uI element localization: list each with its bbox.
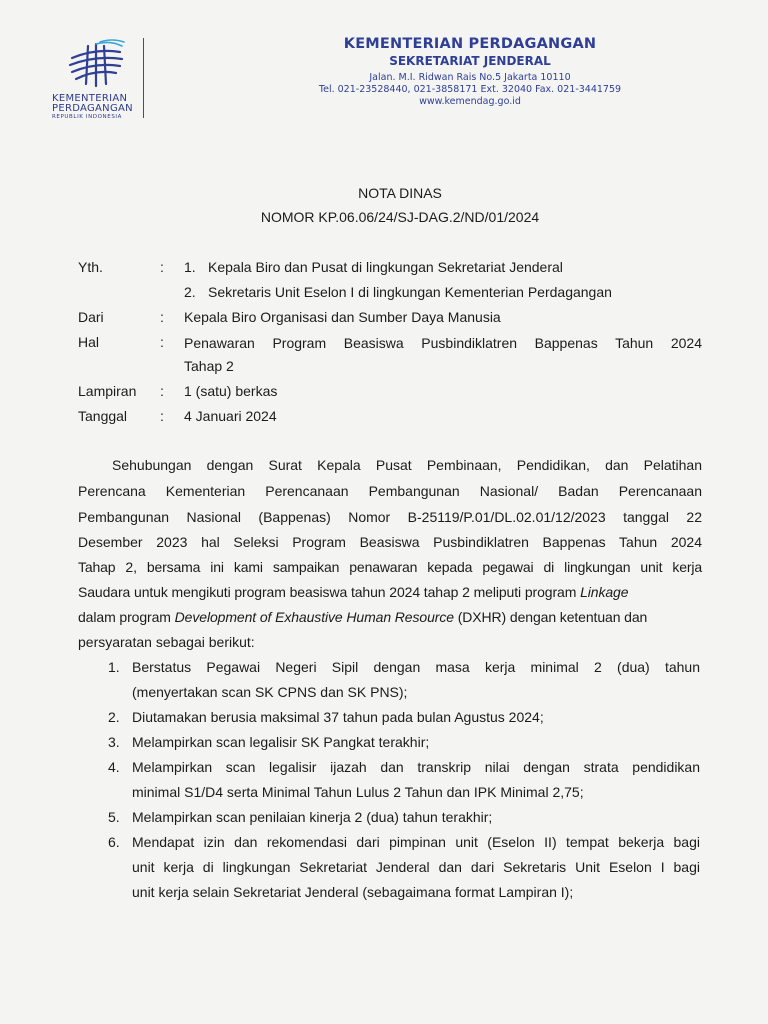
yth-item-number: 1. <box>184 259 196 275</box>
ministry-logo <box>52 38 152 122</box>
paragraph-line: Perencana Kementerian Perencanaan Pembangunan Nasional/ Badan Perencanaan <box>78 483 702 499</box>
paragraph-line: Desember 2023 hal Seleksi Program Beasiswa Pusbindiklatren Bappenas Tahun 2024 <box>78 534 702 550</box>
list-item-line: minimal S1/D4 serta Minimal Tahun Lulus 2 Tahun dan IPK Minimal 2,75; <box>132 784 584 800</box>
paragraph-italic-text: Linkage <box>580 584 629 600</box>
hal-value-line1: Penawaran Program Beasiswa Pusbindiklatren Bappenas Tahun 2024 <box>184 335 702 351</box>
memo-title: NOTA DINAS <box>358 185 442 201</box>
paragraph-line: persyaratan sebagai berikut: <box>78 634 255 650</box>
list-item-number: 3. <box>108 734 120 750</box>
tanggal-colon: : <box>160 408 164 424</box>
paragraph-italic-text: Development of Exhaustive Human Resource <box>174 609 454 625</box>
tanggal-label: Tanggal <box>78 408 128 424</box>
list-item-line: Mendapat izin dan rekomendasi dari pimpinan unit (Eselon II) tempat bekerja bagi <box>132 834 700 850</box>
dari-value: Kepala Biro Organisasi dan Sumber Daya Manusia <box>184 309 501 325</box>
paragraph-line: Pembangunan Nasional (Bappenas) Nomor B-25119/P.01/DL.02.01/12/2023 tanggal 22 <box>78 509 702 525</box>
paragraph-line <box>78 585 702 599</box>
logo-text-line3: REPUBLIK INDONESIA <box>52 114 123 120</box>
lampiran-label: Lampiran <box>78 383 137 399</box>
dari-colon: : <box>160 309 164 325</box>
paragraph-line <box>78 610 702 624</box>
yth-colon: : <box>160 259 164 275</box>
list-item-number: 6. <box>108 834 120 850</box>
memo-number: NOMOR KP.06.06/24/SJ-DAG.2/ND/01/2024 <box>260 209 540 225</box>
letterhead-website: www.kemendag.go.id <box>419 96 521 107</box>
list-item-line: Melampirkan scan legalisir SK Pangkat terakhir; <box>132 734 430 750</box>
list-item-line: Melampirkan scan legalisir ijazah dan transkrip nilai dengan strata pendidikan <box>132 759 700 775</box>
lampiran-value: 1 (satu) berkas <box>184 383 278 399</box>
logo-text-line1: KEMENTERIAN <box>52 93 128 104</box>
list-item-line: (menyertakan scan SK CPNS dan SK PNS); <box>132 684 408 700</box>
yth-item-text: Sekretaris Unit Eselon I di lingkungan Kementerian Perdagangan <box>208 284 612 300</box>
hal-value-line2: Tahap 2 <box>184 358 234 374</box>
lampiran-colon: : <box>160 383 164 399</box>
ministry-emblem-icon <box>66 38 126 88</box>
logo-text-line2: PERDAGANGAN <box>52 103 133 114</box>
letterhead-phone: Tel. 021-23528440, 021-3858171 Ext. 32040 Fax. 021-3441759 <box>318 84 622 95</box>
yth-item-text: Kepala Biro dan Pusat di lingkungan Sekretariat Jenderal <box>208 259 563 275</box>
letterhead-title: KEMENTERIAN PERDAGANGAN <box>343 36 597 52</box>
paragraph-text: Saudara untuk mengikuti program beasiswa tahun 2024 tahap 2 meliputi program <box>78 584 581 600</box>
list-item-line: Diutamakan berusia maksimal 37 tahun pada bulan Agustus 2024; <box>132 709 544 725</box>
letterhead-address: Jalan. M.I. Ridwan Rais No.5 Jakarta 10110 <box>369 72 571 83</box>
paragraph-text: dalam program <box>78 609 175 625</box>
hal-label: Hal <box>78 334 100 350</box>
hal-colon: : <box>160 334 164 350</box>
list-item-number: 5. <box>108 809 120 825</box>
list-item-line: unit kerja di lingkungan Sekretariat Jenderal dan dari Sekretaris Unit Eselon I bagi <box>132 859 700 875</box>
list-item-number: 1. <box>108 659 120 675</box>
list-item-number: 2. <box>108 709 120 725</box>
list-item-line: unit kerja selain Sekretariat Jenderal (sebagaimana format Lampiran I); <box>132 884 574 900</box>
yth-label: Yth. <box>78 259 103 275</box>
tanggal-value: 4 Januari 2024 <box>184 408 277 424</box>
list-item-number: 4. <box>108 759 120 775</box>
paragraph-text: (DXHR) dengan ketentuan dan <box>453 609 648 625</box>
list-item-line: Berstatus Pegawai Negeri Sipil dengan masa kerja minimal 2 (dua) tahun <box>132 659 700 675</box>
letterhead-subtitle: SEKRETARIAT JENDERAL <box>389 54 551 68</box>
logo-divider <box>143 38 144 118</box>
yth-item-number: 2. <box>184 284 196 300</box>
list-item-line: Melampirkan scan penilaian kinerja 2 (dua) tahun terakhir; <box>132 809 493 825</box>
paragraph-line: Sehubungan dengan Surat Kepala Pusat Pembinaan, Pendidikan, dan Pelatihan <box>112 457 702 473</box>
dari-label: Dari <box>78 309 104 325</box>
paragraph-line: Tahap 2, bersama ini kami sampaikan penawaran kepada pegawai di lingkungan unit kerja <box>78 559 702 575</box>
